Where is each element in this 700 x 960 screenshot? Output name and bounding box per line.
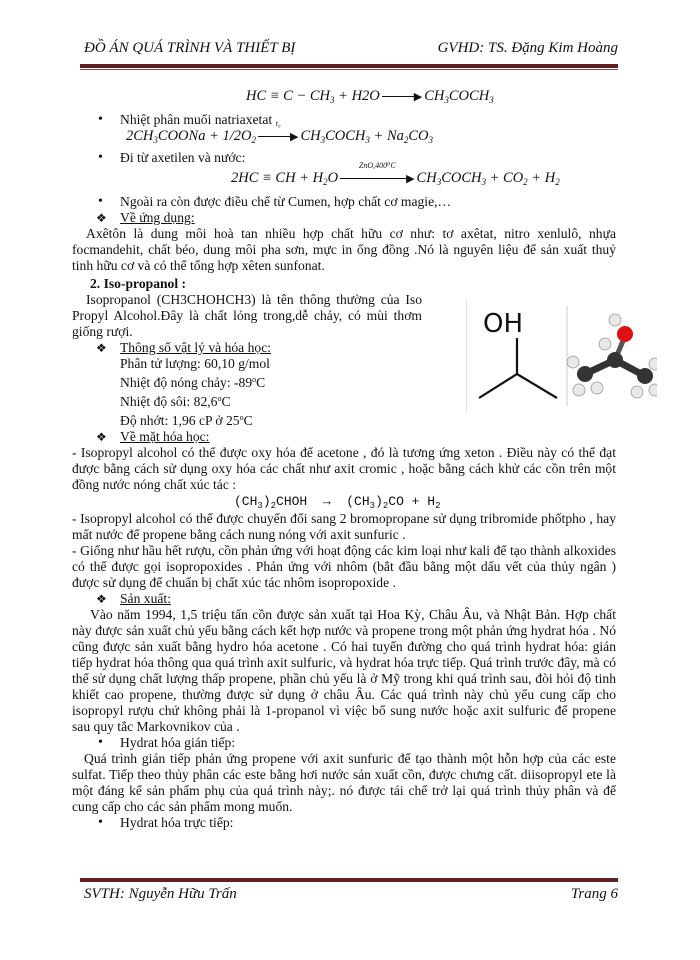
reaction-arrow-icon: ▶ xyxy=(382,88,422,105)
isopropanol-structure-figure xyxy=(466,302,657,410)
property-melting-point: Nhiệt độ nóng chảy: -89$^o$C xyxy=(120,375,266,390)
paragraph-application: Axêtôn là dung môi hoà tan nhiều hợp chất hữu cơ như: tơ axêtat, nitro xenlulô, nhựa focmandehit, chất béo, dung môi pha sơn, mực in ống đồng .Nó là nguyên liệu để sản xuất thuỷ tinh hữu cơ và có thể tổng hợp xêten sunfonat. xyxy=(72,226,616,273)
bullet-direct-hydration: • Hydrat hóa trực tiếp: xyxy=(86,815,616,831)
diamond-bullet-icon: ❖ xyxy=(96,211,107,225)
diamond-bullet-icon: ❖ xyxy=(96,592,107,606)
bullet-cumen: • Ngoài ra còn được điều chế từ Cumen, hợp chất cơ magie,… xyxy=(86,194,616,210)
equation-dehydrogenation: $(CH_3)_2CHOH \to (CH_3)_2CO + H_2$ xyxy=(234,494,441,511)
isopropanol-skeletal-formula-icon xyxy=(467,302,657,410)
property-viscosity: Độ nhớt: 1,96 cP ở 25$^o$C xyxy=(120,413,253,428)
svg-text:OH: OH xyxy=(483,309,524,339)
isopropanol-ball-and-stick-model xyxy=(567,314,657,398)
page-number: Trang 6 xyxy=(570,886,618,902)
equation-axetilen: 2HC ≡ CH + $H_2O$ ZnO,400⁰C ▶ $CH_3COCH_3 + CO_2 + H_2$ xyxy=(231,161,560,187)
paragraph-indirect-hydration: Quá trình gián tiếp phản ứng propene với axit sunfuric để tạo thành một hỗn hợp của các este sulfat. Tiếp theo thủy phân các este bằng hơi nước sản xuất cồn, được chưng cất. diisopropyl ete là một đáng kể sản phẩm phụ của quá trình này;. nó được tái chế trở lại quá trình thủy phân và để cung cấp cho các sản phẩm mong muốn. xyxy=(72,751,616,814)
paragraph-chemistry-bromopropane: - Isopropyl alcohol có thể được chuyển đổi sang 2 bromopropane sử dụng tribromide phốtpho , hay mất nước để propene bằng cách nung nóng với axit sunfuric . xyxy=(72,511,616,542)
diamond-bullet-icon: ❖ xyxy=(96,430,107,444)
reaction-arrow-icon: ZnO,400⁰C ▶ xyxy=(340,170,414,187)
footer-rule xyxy=(80,878,618,882)
equation-natriaxetat: $2CH_3COONa + 1/2O_2$ t₀ ▶ $CH_3COCH_3 + Na_2CO_3$ xyxy=(126,119,434,145)
header-rule-thin xyxy=(80,69,618,70)
paragraph-isopropanol-intro: Isopropanol (CH3CHOHCH3) là tên thông thường của Iso Propyl Alcohol.Đây là chất lỏng trong,dễ cháy, có mùi thơm giống rượi. xyxy=(72,292,422,339)
section-heading-properties: ❖ Thông số vật lý và hóa học: xyxy=(96,340,272,355)
page-content xyxy=(72,88,616,831)
header-advisor: GVHD: TS. Đặng Kim Hoàng xyxy=(437,40,618,56)
page-header xyxy=(82,40,618,60)
paragraph-chemistry-alkoxides: - Giống như hầu hết rượu, cồn phản ứng với hoạt động các kim loại như kali để tạo thành alkoxides có thể được gọi isopropoxides . Phản ứng với nhôm (bắt đầu bằng một dấu vết của thủy ngân ) được sử dụng để chuẩn bị chất xúc tác nhôm isopropoxide . xyxy=(72,543,616,590)
section-heading-chemistry: ❖ Về mặt hóa học: xyxy=(96,429,210,444)
section-heading-application: ❖ Về ứng dụng: xyxy=(96,210,195,225)
bullet-axetilen: • Đi từ axetilen và nước: xyxy=(86,150,616,166)
header-rule xyxy=(80,64,618,68)
bullet-natriaxetat: • Nhiệt phân muối natriaxetat xyxy=(86,112,616,128)
page-footer xyxy=(82,886,618,906)
property-molar-mass: Phân tử lượng: 60,10 g/mol xyxy=(120,356,270,371)
equation-propyne-hydration: HC ≡ $C - CH_3 + H2O$ ▶ $CH_3COCH_3$ xyxy=(246,88,494,105)
reaction-arrow-icon: t₀ ▶ xyxy=(258,128,298,145)
footer-student: SVTH: Nguyễn Hữu Trấn xyxy=(84,886,237,902)
paragraph-production: Vào năm 1994, 1,5 triệu tấn cồn được sản xuất tại Hoa Kỳ, Châu Âu, và Nhật Bản. Hợp chất này được sản xuất chủ yếu bằng cách kết hợp nước và propene trong một phản ứng hydrat hóa . Nó cũng được sản xuất bằng hydro hóa acetone . Có hai tuyến đường cho quá trình hydrat hóa: gián tiếp hydrat hóa thông qua quá trình axit sulfuric, và hydrat hóa trực tiếp. Quá trình trước đây, mà có thể sử dụng chất lượng thấp propene, phần chủ yếu là ở Mỹ trong khi quá trình sau, đòi hỏi độ tinh khiết cao propene, thường được sử dụng ở châu Âu. Các quá trình này chủ yếu cung cấp cho isopropyl rượu chứ không phải là 1-propanol vì việc bổ sung nước hoặc axit sulfuric để propene sau quy tắc Markovnikov của . xyxy=(72,607,616,734)
property-boiling-point: Nhiệt độ sôi: 82,6$^o$C xyxy=(120,394,231,409)
header-title: ĐỒ ÁN QUÁ TRÌNH VÀ THIẾT BỊ xyxy=(84,40,296,56)
bullet-indirect-hydration: • Hydrat hóa gián tiếp: xyxy=(86,735,616,751)
section-heading-production: ❖ Sản xuất: xyxy=(96,591,171,606)
diamond-bullet-icon: ❖ xyxy=(96,341,107,355)
paragraph-chemistry-oxidation: - Isopropyl alcohol có thể được oxy hóa để acetone , đó là tương ứng xeton . Điều này có thể đạt được bằng cách sử dụng oxy hóa các chất như axit cromic , hoặc bằng cách khử các cồn trên một đồng nước nóng chất xúc tác : xyxy=(72,445,616,492)
section-heading-isopropanol: 2. Iso-propanol : xyxy=(90,276,187,291)
